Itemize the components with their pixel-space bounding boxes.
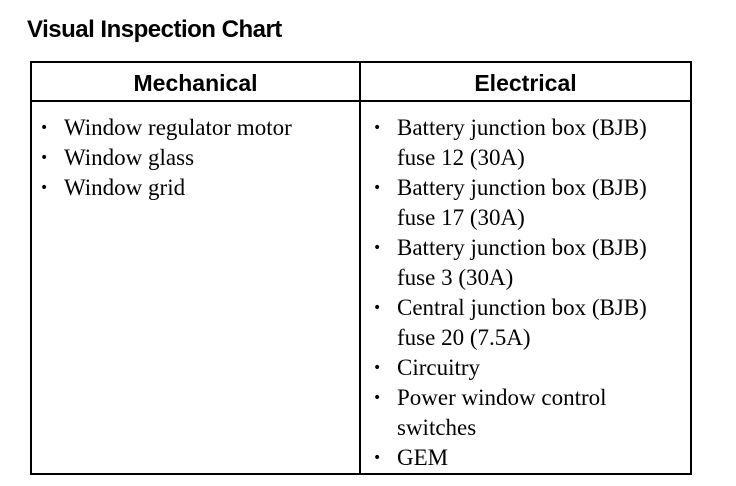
list-item [38, 113, 354, 143]
mechanical-column-header: Mechanical [133, 69, 258, 96]
list-item [371, 233, 683, 293]
electrical-item: Power window control switches [397, 385, 607, 440]
mechanical-item: Window regulator motor [64, 115, 292, 140]
electrical-column-header: Electrical [474, 69, 577, 96]
list-item [371, 293, 683, 353]
list-item [371, 173, 683, 233]
list-item [371, 443, 683, 473]
electrical-item: Battery junction box (BJB) fuse 3 (30A) [397, 235, 647, 290]
list-item [371, 113, 683, 173]
bullet-icon: • [373, 300, 382, 316]
electrical-item: GEM [397, 445, 449, 470]
electrical-item: Central junction box (BJB) fuse 20 (7.5A) [397, 295, 647, 350]
bullet-icon: • [373, 180, 382, 196]
electrical-item: Battery junction box (BJB) fuse 17 (30A) [397, 175, 647, 230]
electrical-item: Battery junction box (BJB) fuse 12 (30A) [397, 115, 647, 170]
bullet-icon: • [40, 120, 49, 136]
column-divider [359, 63, 361, 473]
list-item [38, 173, 354, 203]
bullet-icon: • [373, 390, 382, 406]
mechanical-item: Window glass [64, 145, 195, 170]
bullet-icon: • [373, 360, 382, 376]
electrical-list [371, 113, 683, 473]
page-title: Visual Inspection Chart [27, 16, 282, 43]
list-item [38, 143, 354, 173]
mechanical-item: Window grid [64, 175, 186, 200]
mechanical-list [38, 113, 354, 203]
bullet-icon: • [373, 240, 382, 256]
electrical-item: Circuitry [397, 355, 481, 380]
bullet-icon: • [373, 120, 382, 136]
header-divider [32, 100, 690, 102]
bullet-icon: • [373, 450, 382, 466]
bullet-icon: • [40, 150, 49, 166]
list-item [371, 353, 683, 383]
inspection-table [30, 61, 692, 475]
bullet-icon: • [40, 180, 49, 196]
list-item [371, 383, 683, 443]
